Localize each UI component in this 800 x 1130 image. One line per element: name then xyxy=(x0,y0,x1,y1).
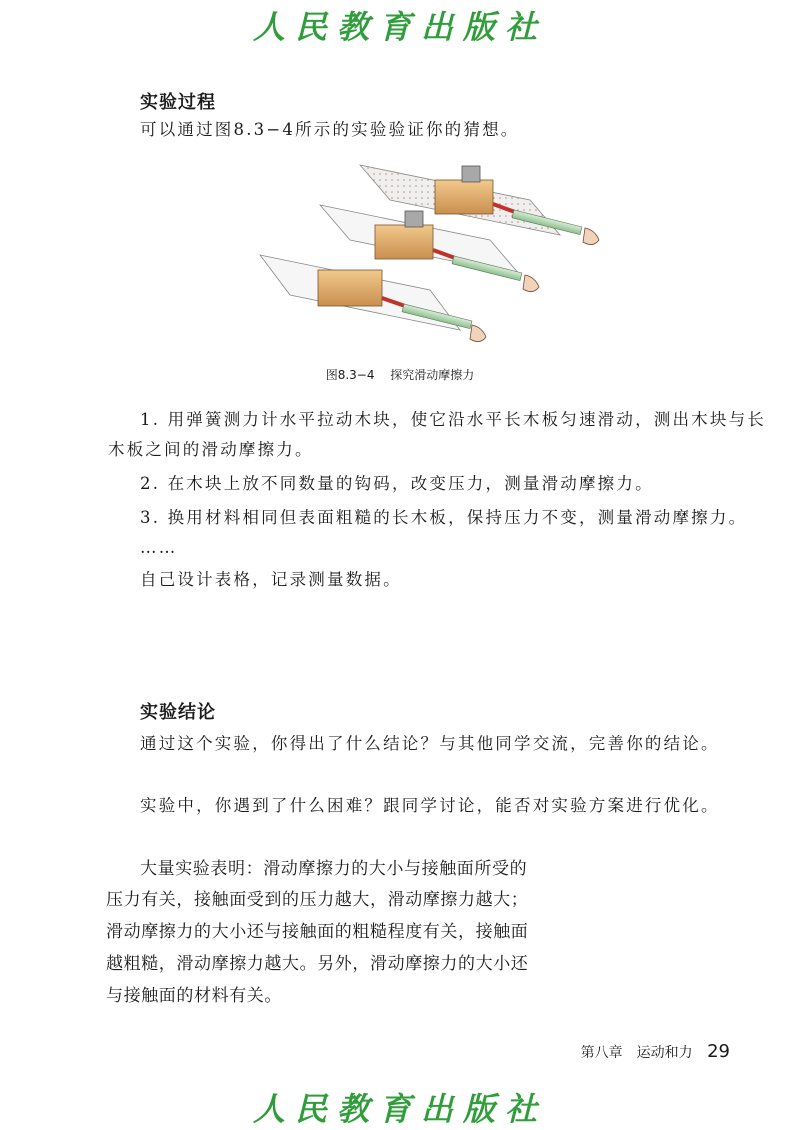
step-3: 3. 换用材料相同但表面粗糙的长木板，保持压力不变，测量滑动摩擦力。 xyxy=(140,508,748,527)
conclusion-line-3: 滑动摩擦力的大小还与接触面的粗糙程度有关，接触面 xyxy=(106,922,529,942)
chapter-label: 第八章 运动和力 xyxy=(580,1045,693,1061)
ellipsis: …… xyxy=(140,538,178,557)
intro-text: 可以通过图8.3−4所示的实验验证你的猜想。 xyxy=(140,120,520,139)
section-title-process: 实验过程 xyxy=(140,92,216,113)
question-2: 实验中，你遇到了什么困难？跟同学讨论，能否对实验方案进行优化。 xyxy=(140,796,720,815)
figure-title: 探究滑动摩擦力 xyxy=(390,368,475,382)
step-1-line-1: 1. 用弹簧测力计水平拉动木块，使它沿水平长木板匀速滑动，测出木块与长 xyxy=(140,410,766,429)
table-note: 自己设计表格，记录测量数据。 xyxy=(140,570,402,589)
figure-caption xyxy=(0,366,800,383)
question-1: 通过这个实验，你得出了什么结论？与其他同学交流，完善你的结论。 xyxy=(140,734,720,753)
figure-number: 图8.3−4 xyxy=(325,368,375,382)
publisher-logo-footer: 人民教育出版社 xyxy=(252,1090,547,1128)
section-title-conclusion: 实验结论 xyxy=(140,702,216,723)
conclusion-line-2: 压力有关，接触面受到的压力越大，滑动摩擦力越大； xyxy=(106,890,529,910)
step-1-line-2: 木板之间的滑动摩擦力。 xyxy=(108,440,314,459)
conclusion-line-5: 与接触面的材料有关。 xyxy=(106,986,282,1006)
bottom-board-setup xyxy=(260,255,486,342)
step-2: 2. 在木块上放不同数量的钩码，改变压力，测量滑动摩擦力。 xyxy=(140,474,654,493)
conclusion-line-1: 大量实验表明：滑动摩擦力的大小与接触面所受的 xyxy=(140,859,528,879)
friction-experiment-figure xyxy=(240,160,630,360)
conclusion-line-4: 越粗糙，滑动摩擦力越大。另外，滑动摩擦力的大小还 xyxy=(106,954,529,974)
page-footer xyxy=(581,1041,730,1062)
publisher-logo-header: 人民教育出版社 xyxy=(252,8,547,46)
page-number: 29 xyxy=(707,1041,730,1062)
